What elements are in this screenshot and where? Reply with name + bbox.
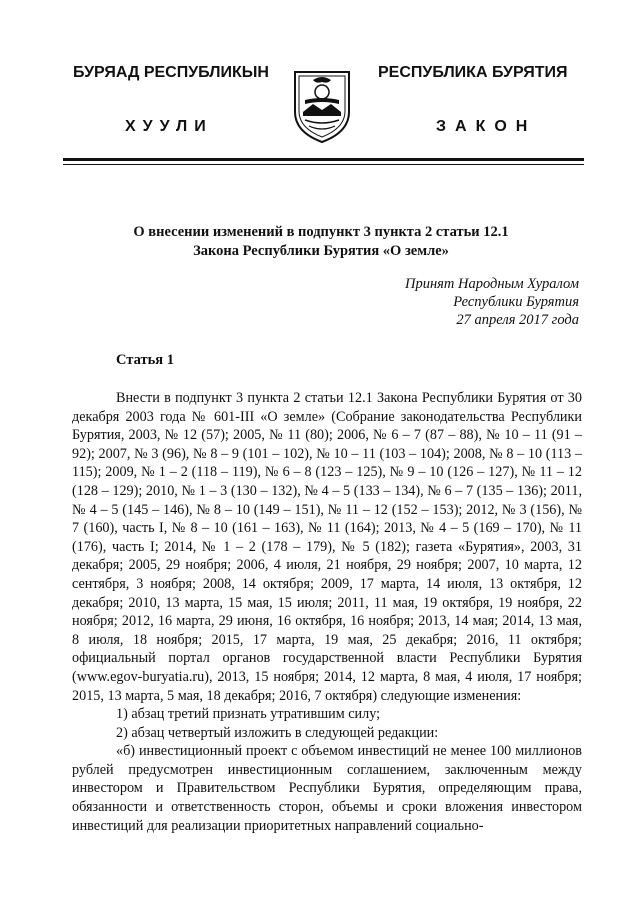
article-item-2: 2) абзац четвертый изложить в следующей редакции: xyxy=(116,724,439,741)
header-rule-thin xyxy=(63,164,584,165)
adoption-note xyxy=(319,275,579,329)
law-title-line1: О внесении изменений в подпункт 3 пункта 2 статьи 12.1 xyxy=(133,224,509,240)
adoption-date: 27 апреля 2017 года xyxy=(456,312,579,328)
article-paragraph: Внести в подпункт 3 пункта 2 статьи 12.1 Закона Республики Бурятия от 30 декабря 2003 года № 601-III «О земле» (Собрание законодательства Республики Бурятия, 2003, № 12 (57); 2005, № 11 (80); 2006, № 6 – 7 (87 – 88), № 10 – 11 (91 – 92); 2007, № 3 (96), № 8 – 9 (101 – 102), № 10 – 11 (103 – 104); 2008, № 8 – 10 (113 – 115); 2009, № 1 – 2 (118 – 119), № 6 – 8 (123 – 125), № 9 – 10 (126 – 127), № 11 – 12 (128 – 129); 2010, № 1 – 3 (130 – 132), № 4 – 5 (133 – 134), № 6 – 7 (135 – 136); 2011, № 4 – 5 (145 – 146), № 8 – 10 (149 – 151), № 11 – 12 (152 – 153); 2012, № 3 (156), № 7 (160), часть I, № 8 – 10 (161 – 163), № 11 (164); 2013, № 4 – 5 (169 – 170), № 11 (176), часть I; 2014, № 1 – 2 (178 – 179), № 5 (182); газета «Бурятия», 2003, 31 декабря; 2005, 29 ноября; 2006, 4 июля, 21 ноября, 29 ноября; 2007, 10 марта, 12 сентября, 3 ноября; 2008, 14 октября; 2009, 17 марта, 14 июля, 13 октября, 12 декабря; 2010, 13 марта, 15 мая, 15 июля; 2011, 11 мая, 19 октября, 19 ноября, 22 ноября; 2012, 16 марта, 29 июня, 16 октября, 16 ноября; 2013, 14 мая; 2014, 13 мая, 8 июля, 18 ноября; 2015, 17 марта, 19 мая, 25 декабря; 2016, 11 октября; официальный портал органов государственной власти Республики Бурятия (www.egov-buryatia.ru), 2013, 15 ноября; 2014, 12 марта, 8 мая, 4 июля, 17 ноября; 2015, 13 марта, 5 мая, 18 декабря; 2016, 7 октября) следующие изменения: xyxy=(72,390,582,704)
header-right-republic: РЕСПУБЛИКА БУРЯТИЯ xyxy=(378,64,568,81)
coat-of-arms-icon xyxy=(291,66,353,144)
adoption-note-line1: Принят Народным Хуралом xyxy=(404,276,579,292)
article-item-1: 1) абзац третий признать утратившим силу; xyxy=(116,706,381,723)
header-right-law: ЗАКОН xyxy=(436,118,537,135)
header-left-law: ХУУЛИ xyxy=(125,118,213,135)
article-body xyxy=(72,389,582,835)
header-left-republic: БУРЯАД РЕСПУБЛИКЫН xyxy=(73,64,269,81)
header-rule-thick xyxy=(63,158,584,161)
adoption-note-line2: Республики Бурятия xyxy=(453,294,579,310)
article-heading: Статья 1 xyxy=(116,352,174,368)
law-title xyxy=(60,223,582,261)
law-title-line2: Закона Республики Бурятия «О земле» xyxy=(193,243,449,259)
article-paragraph-b: «б) инвестиционный проект с объемом инвестиций не менее 100 миллионов рублей предусмотрен инвестиционным соглашением, заключенным между инвестором и Правительством Республики Бурятия, определяющим права, обязанности и ответственность сторон, объемы и сроки вложения инвестором инвестиций для реализации приоритетных направлений социально- xyxy=(72,743,582,834)
